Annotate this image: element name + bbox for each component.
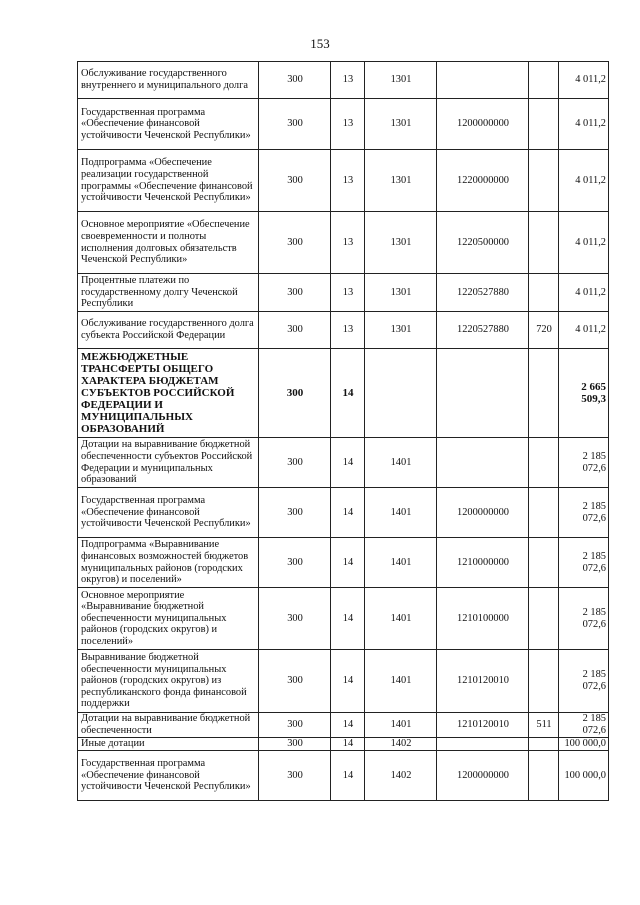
cell-csr [437, 62, 529, 99]
table-row [78, 538, 609, 588]
cell-csr: 1210120010 [437, 650, 529, 713]
cell-vr [529, 588, 559, 650]
cell-pr [365, 349, 437, 438]
table-row [78, 312, 609, 349]
cell-sum: 2 185 072,6 [559, 650, 609, 713]
cell-pr: 1301 [365, 150, 437, 212]
cell-pr: 1401 [365, 713, 437, 738]
cell-csr: 1200000000 [437, 99, 529, 150]
cell-pr: 1401 [365, 650, 437, 713]
cell-sum: 4 011,2 [559, 274, 609, 312]
cell-vr [529, 438, 559, 488]
cell-rz: 13 [331, 99, 365, 150]
cell-name: Государственная программа «Обеспечение финансовой устойчивости Чеченской Республики» [78, 488, 259, 538]
table-row [78, 713, 609, 738]
cell-ved: 300 [259, 650, 331, 713]
cell-sum: 4 011,2 [559, 62, 609, 99]
cell-sum: 100 000,0 [559, 751, 609, 801]
cell-pr: 1301 [365, 212, 437, 274]
cell-vr [529, 212, 559, 274]
table-row [78, 650, 609, 713]
cell-name: Основное мероприятие «Выравнивание бюджетной обеспеченности муниципальных районов (городских округов) и поселений» [78, 588, 259, 650]
cell-sum: 2 185 072,6 [559, 538, 609, 588]
cell-pr: 1301 [365, 312, 437, 349]
cell-ved: 300 [259, 99, 331, 150]
cell-csr: 1220500000 [437, 212, 529, 274]
cell-csr: 1200000000 [437, 751, 529, 801]
cell-rz: 14 [331, 713, 365, 738]
cell-vr [529, 738, 559, 751]
cell-ved: 300 [259, 751, 331, 801]
cell-ved: 300 [259, 274, 331, 312]
cell-sum: 2 185 072,6 [559, 488, 609, 538]
cell-ved: 300 [259, 713, 331, 738]
cell-csr: 1210000000 [437, 538, 529, 588]
cell-pr: 1401 [365, 538, 437, 588]
table-body [78, 62, 609, 801]
cell-rz: 14 [331, 349, 365, 438]
cell-rz: 14 [331, 650, 365, 713]
cell-ved: 300 [259, 312, 331, 349]
cell-sum: 4 011,2 [559, 150, 609, 212]
cell-pr: 1301 [365, 62, 437, 99]
cell-sum: 4 011,2 [559, 212, 609, 274]
cell-pr: 1402 [365, 751, 437, 801]
cell-sum: 4 011,2 [559, 312, 609, 349]
cell-name: Обслуживание государственного внутреннего и муниципального долга [78, 62, 259, 99]
table-row [78, 488, 609, 538]
cell-csr [437, 349, 529, 438]
cell-pr: 1401 [365, 438, 437, 488]
cell-csr: 1220527880 [437, 274, 529, 312]
cell-rz: 13 [331, 312, 365, 349]
cell-csr [437, 438, 529, 488]
cell-ved: 300 [259, 488, 331, 538]
cell-vr [529, 99, 559, 150]
cell-vr: 720 [529, 312, 559, 349]
cell-sum: 100 000,0 [559, 738, 609, 751]
cell-ved: 300 [259, 588, 331, 650]
cell-csr: 1220527880 [437, 312, 529, 349]
cell-ved: 300 [259, 212, 331, 274]
cell-rz: 13 [331, 212, 365, 274]
cell-name: Обслуживание государственного долга субъекта Российской Федерации [78, 312, 259, 349]
cell-rz: 14 [331, 438, 365, 488]
cell-rz: 14 [331, 588, 365, 650]
cell-ved: 300 [259, 150, 331, 212]
cell-csr: 1210120010 [437, 713, 529, 738]
cell-rz: 14 [331, 751, 365, 801]
cell-rz: 13 [331, 150, 365, 212]
cell-pr: 1402 [365, 738, 437, 751]
cell-name: Процентные платежи по государственному долгу Чеченской Республики [78, 274, 259, 312]
cell-name: Государственная программа «Обеспечение финансовой устойчивости Чеченской Республики» [78, 99, 259, 150]
cell-name: Основное мероприятие «Обеспечение своевременности и полноты исполнения долговых обязательств Чеченской Республики» [78, 212, 259, 274]
table-row [78, 738, 609, 751]
cell-vr [529, 538, 559, 588]
table-row [78, 99, 609, 150]
table-row [78, 150, 609, 212]
cell-vr [529, 751, 559, 801]
cell-pr: 1401 [365, 488, 437, 538]
cell-csr: 1200000000 [437, 488, 529, 538]
cell-ved: 300 [259, 349, 331, 438]
page-number: 153 [310, 36, 330, 51]
cell-csr: 1210100000 [437, 588, 529, 650]
budget-table [77, 61, 609, 801]
cell-name: МЕЖБЮДЖЕТНЫЕ ТРАНСФЕРТЫ ОБЩЕГО ХАРАКТЕРА БЮДЖЕТАМ СУБЪЕКТОВ РОССИЙСКОЙ ФЕДЕРАЦИИ И МУНИЦИПАЛЬНЫХ ОБРАЗОВАНИЙ [78, 349, 259, 438]
cell-ved: 300 [259, 738, 331, 751]
cell-ved: 300 [259, 62, 331, 99]
table-row [78, 751, 609, 801]
table-row [78, 588, 609, 650]
cell-vr [529, 650, 559, 713]
cell-pr: 1401 [365, 588, 437, 650]
table-row [78, 438, 609, 488]
cell-name: Государственная программа «Обеспечение финансовой устойчивости Чеченской Республики» [78, 751, 259, 801]
cell-name: Дотации на выравнивание бюджетной обеспеченности субъектов Российской Федерации и муниципальных образований [78, 438, 259, 488]
cell-rz: 14 [331, 488, 365, 538]
table-row [78, 274, 609, 312]
cell-vr [529, 349, 559, 438]
cell-name: Подпрограмма «Обеспечение реализации государственной программы «Обеспечение финансовой устойчивости Чеченской Республики» [78, 150, 259, 212]
cell-name: Дотации на выравнивание бюджетной обеспеченности [78, 713, 259, 738]
cell-rz: 14 [331, 538, 365, 588]
cell-vr [529, 62, 559, 99]
table-row [78, 62, 609, 99]
cell-rz: 13 [331, 274, 365, 312]
cell-csr [437, 738, 529, 751]
cell-vr [529, 274, 559, 312]
cell-csr: 1220000000 [437, 150, 529, 212]
cell-sum: 2 185 072,6 [559, 713, 609, 738]
cell-name: Выравнивание бюджетной обеспеченности муниципальных районов (городских округов) из республиканского фонда финансовой поддержки [78, 650, 259, 713]
cell-vr [529, 150, 559, 212]
cell-rz: 14 [331, 738, 365, 751]
cell-sum: 2 665 509,3 [559, 349, 609, 438]
cell-pr: 1301 [365, 274, 437, 312]
cell-rz: 13 [331, 62, 365, 99]
cell-sum: 2 185 072,6 [559, 588, 609, 650]
table-row [78, 212, 609, 274]
cell-sum: 4 011,2 [559, 99, 609, 150]
cell-name: Иные дотации [78, 738, 259, 751]
cell-name: Подпрограмма «Выравнивание финансовых возможностей бюджетов муниципальных районов (городских округов) и поселений» [78, 538, 259, 588]
cell-ved: 300 [259, 438, 331, 488]
cell-ved: 300 [259, 538, 331, 588]
cell-vr [529, 488, 559, 538]
table-row [78, 349, 609, 438]
cell-vr: 511 [529, 713, 559, 738]
cell-sum: 2 185 072,6 [559, 438, 609, 488]
cell-pr: 1301 [365, 99, 437, 150]
